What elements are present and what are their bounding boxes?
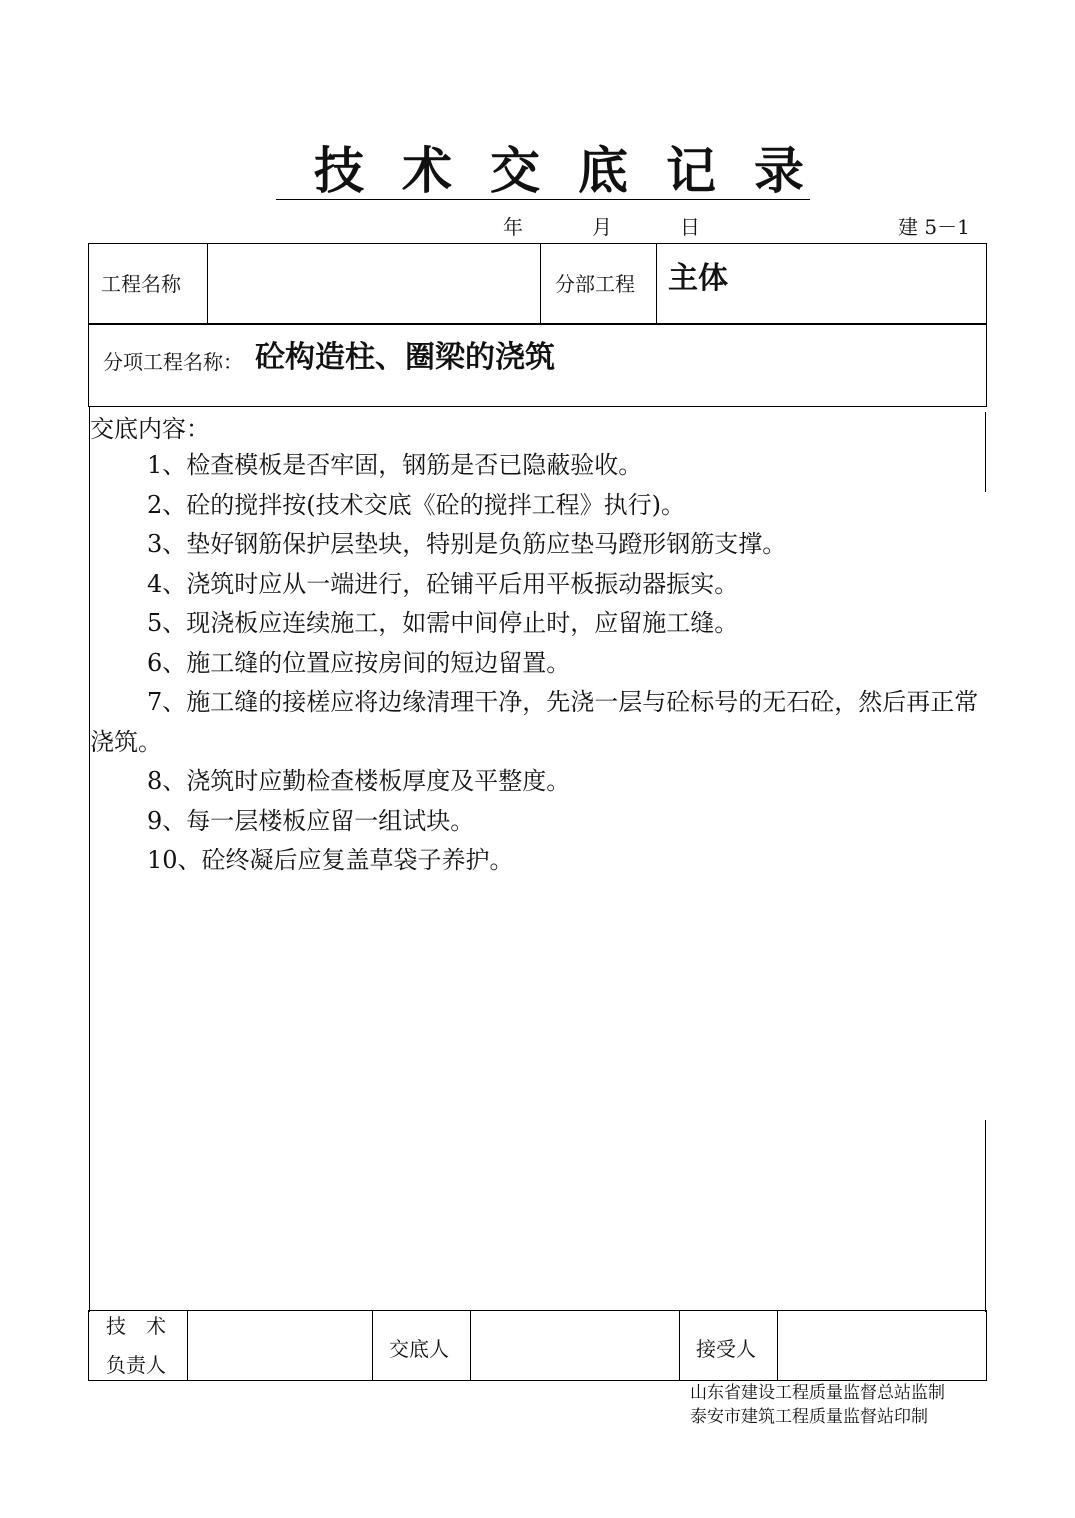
row1-divider-2 [540,243,541,325]
content-item: 9、每一层楼板应留一组试块。 [147,806,475,835]
subitem-value[interactable]: 砼构造柱、圈梁的浇筑 [255,340,555,375]
footer-supervisor: 山东省建设工程质量监督总站监制 [690,1383,945,1403]
signature-row [88,1310,987,1381]
sig-divider-2 [372,1310,373,1381]
tech-lead-label-line2: 负责人 [106,1353,166,1377]
date-day-label: 日 [680,215,700,239]
content-item: 5、现浇板应连续施工，如需中间停止时，应留施工缝。 [147,609,739,637]
content-item: 3、垫好钢筋保护层垫块，特别是负筋应垫马蹬形钢筋支撑。 [147,530,787,558]
content-item: 10、砼终凝后应复盖草袋子养护。 [147,846,514,874]
row1-divider-3 [656,243,657,325]
content-item: 1、检查模板是否牢固，钢筋是否已隐蔽验收。 [147,451,643,479]
content-item: 6、施工缝的位置应按房间的短边留置。 [147,648,571,677]
tech-lead-label-line1: 技 术 [106,1314,166,1338]
date-month-label: 月 [592,215,612,239]
form-code: 建 5－1 [898,215,970,239]
date-year-label: 年 [503,215,523,239]
project-name-label: 工程名称 [101,272,181,296]
division-label: 分部工程 [555,272,635,296]
document-title: 技术交底记录 [276,142,810,200]
discloser-label: 交底人 [389,1337,449,1361]
project-row [88,243,987,325]
sig-divider-5 [777,1310,778,1381]
content-list [90,446,986,881]
sig-divider-1 [187,1310,188,1381]
footer-printer: 泰安市建筑工程质量监督站印制 [690,1407,928,1427]
disclosure-content [90,412,986,881]
content-item: 8、浇筑时应勤检查楼板厚度及平整度。 [147,767,571,795]
receiver-label: 接受人 [696,1337,756,1361]
sig-divider-4 [679,1310,680,1381]
row1-divider-1 [207,243,208,325]
content-right-border-lower [985,1120,986,1312]
content-item: 7、施工缝的接槎应将边缘清理干净，先浇一层与砼标号的无石砼，然后再正常浇筑。 [90,688,979,756]
content-item: 2、砼的搅拌按(技术交底《砼的搅拌工程》执行)。 [147,490,685,519]
content-item: 4、浇筑时应从一端进行，砼铺平后用平板振动器振实。 [147,569,739,598]
content-heading: 交底内容： [90,415,210,443]
sig-divider-3 [470,1310,471,1381]
division-value[interactable]: 主体 [668,261,728,296]
subitem-label: 分项工程名称： [103,350,243,374]
